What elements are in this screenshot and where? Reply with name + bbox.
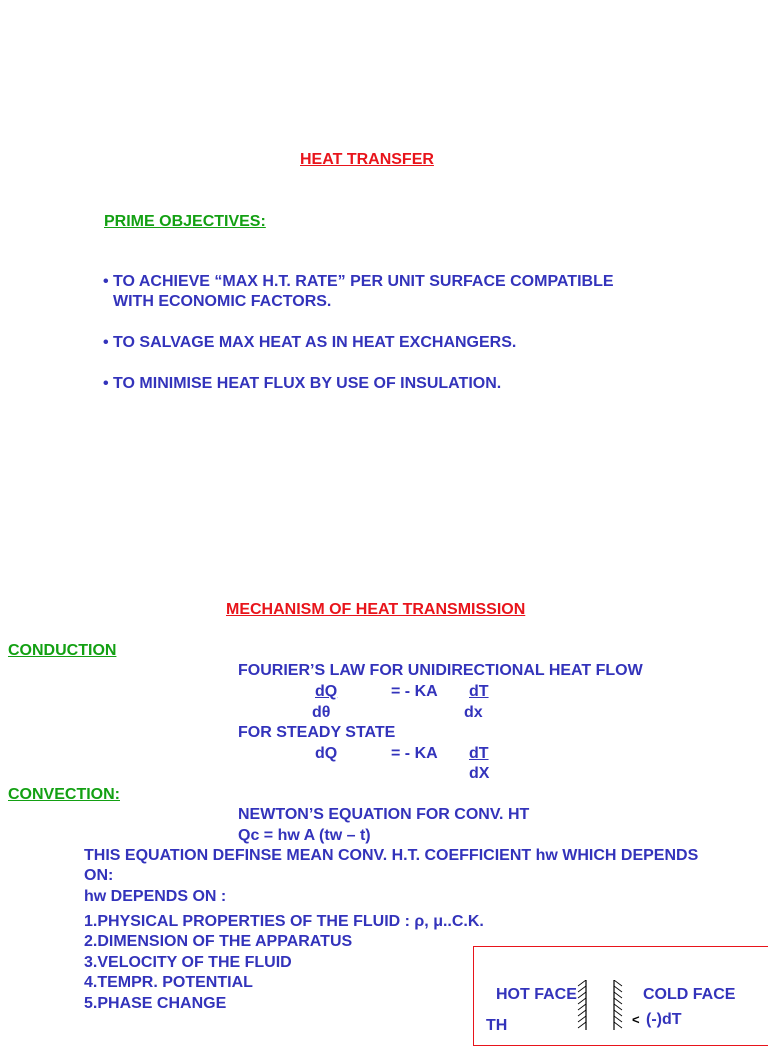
factor-4: 4.TEMPR. POTENTIAL — [84, 974, 253, 991]
eq1-dx: dx — [464, 704, 483, 721]
cold-face-label: COLD FACE — [643, 986, 736, 1003]
factor-2: 2.DIMENSION OF THE APPARATUS — [84, 933, 353, 950]
eq1-dt: dT — [469, 683, 489, 700]
prime-objectives-heading: PRIME OBJECTIVES: — [104, 213, 266, 230]
newton-equation: Qc = hw A (tw – t) — [238, 827, 371, 844]
fourier-law: FOURIER’S LAW FOR UNIDIRECTIONAL HEAT FLOW — [238, 662, 643, 679]
eq2-minus-ka: = - KA — [391, 745, 438, 762]
eq1-dq: dQ — [315, 683, 338, 700]
objective-1-line-2: WITH ECONOMIC FACTORS. — [113, 293, 332, 310]
depends-on-label: hw DEPENDS ON : — [84, 888, 227, 905]
page-title: HEAT TRANSFER — [300, 151, 434, 168]
steady-state-label: FOR STEADY STATE — [238, 724, 396, 741]
arrow-glyph: < — [632, 1012, 640, 1027]
factor-5: 5.PHASE CHANGE — [84, 995, 227, 1012]
mechanism-title: MECHANISM OF HEAT TRANSMISSION — [226, 601, 526, 618]
convection-heading: CONVECTION: — [8, 786, 120, 803]
eq1-minus-ka: = - KA — [391, 683, 438, 700]
eq1-dtheta: dθ — [312, 704, 331, 721]
eq2-dt: dT — [469, 745, 489, 762]
eq2-dq: dQ — [315, 745, 338, 762]
th-label: TH — [486, 1017, 508, 1034]
conduction-heading: CONDUCTION — [8, 642, 117, 659]
newton-equation-label: NEWTON’S EQUATION FOR CONV. HT — [238, 806, 530, 823]
coefficient-description-line-2: ON: — [84, 867, 114, 884]
cold-wall-hatching — [613, 980, 623, 1030]
hot-wall-hatching — [577, 980, 587, 1030]
factor-3: 3.VELOCITY OF THE FLUID — [84, 954, 292, 971]
objective-3: • TO MINIMISE HEAT FLUX BY USE OF INSULATION. — [103, 375, 502, 392]
factor-1: 1.PHYSICAL PROPERTIES OF THE FLUID : ρ, μ..C.K. — [84, 913, 484, 930]
objective-1-line-1: • TO ACHIEVE “MAX H.T. RATE” PER UNIT SURFACE COMPATIBLE — [103, 273, 614, 290]
objective-2: • TO SALVAGE MAX HEAT AS IN HEAT EXCHANGERS. — [103, 334, 517, 351]
hot-face-label: HOT FACE — [496, 986, 577, 1003]
coefficient-description-line-1: THIS EQUATION DEFINSE MEAN CONV. H.T. COEFFICIENT hw WHICH DEPENDS — [84, 847, 699, 864]
eq2-dx: dX — [469, 765, 490, 782]
dt-label: (-)dT — [646, 1011, 682, 1028]
